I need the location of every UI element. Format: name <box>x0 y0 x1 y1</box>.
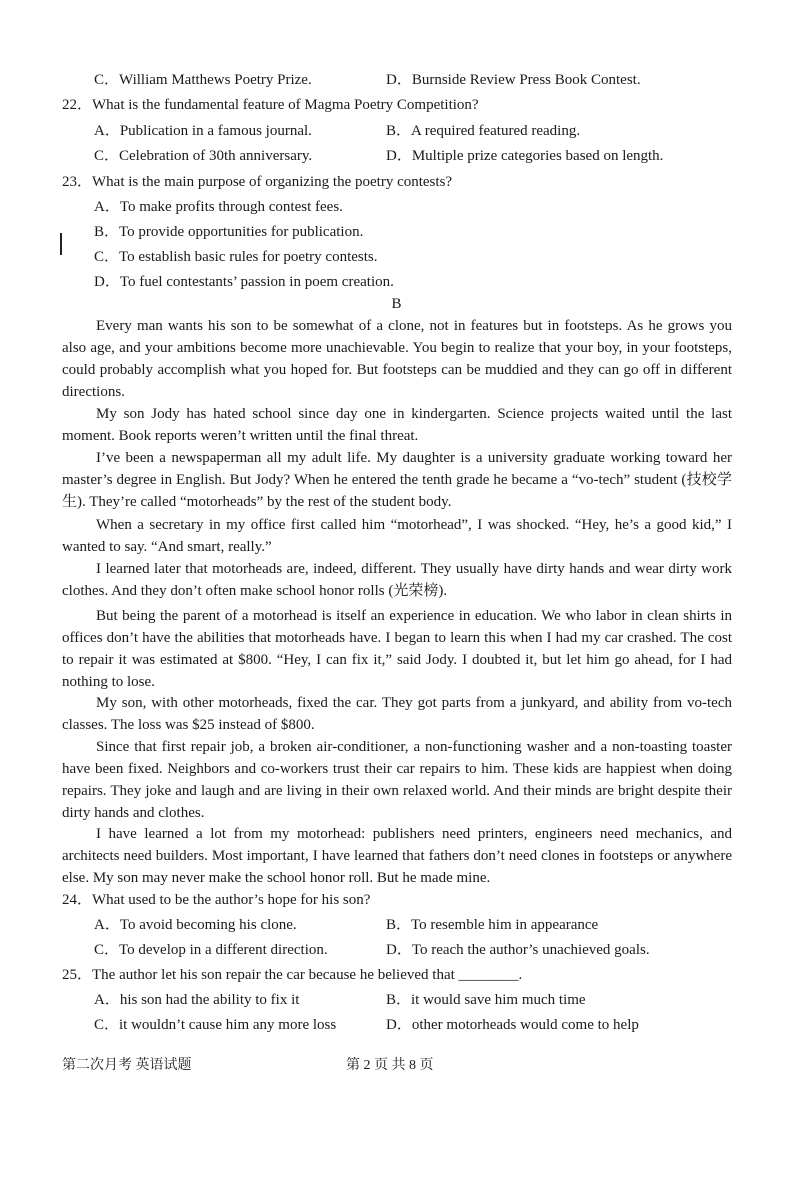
option-letter: B． <box>386 992 412 1008</box>
q24-option-c <box>94 940 328 960</box>
option-text: To reach the author’s unachieved goals. <box>411 942 650 958</box>
q23-stem <box>62 172 452 192</box>
passage-paragraph-9: I have learned a lot from my motorhead: publishers need printers, engineers need mechanics, and architects need builders. Most important, I have learned that fathers don’t need clones in footsteps or anywhere else. My son may never make the school honor roll. But he made mine. <box>62 826 732 886</box>
q24-option-b <box>386 915 598 935</box>
option-letter: B． <box>94 224 120 240</box>
option-text: William Matthews Poetry Prize. <box>119 72 312 88</box>
footer-page-number: 第 2 页 共 8 页 <box>346 1058 434 1073</box>
q25-option-c <box>94 1015 336 1035</box>
option-letter: C． <box>94 72 120 88</box>
q23-option-a <box>94 197 343 217</box>
option-letter: A． <box>94 199 120 215</box>
option-text: it wouldn’t cause him any more loss <box>119 1017 337 1033</box>
option-text: To make profits through contest fees. <box>119 199 343 215</box>
option-letter: A． <box>94 917 120 933</box>
q24-option-d <box>386 940 650 960</box>
question-number: 22． <box>62 97 93 113</box>
q23-option-d <box>94 272 394 292</box>
passage-paragraph-1: Every man wants his son to be somewhat of a clone, not in features but in footsteps. As he grows you also age, and your ambitions become more unachievable. You begin to realize that your boy, in your footsteps, could probably accomplish what you hoped for. But footsteps can be muddied and they can go off in different directions. <box>62 318 732 400</box>
option-letter: B． <box>386 917 412 933</box>
option-letter: D． <box>386 1017 412 1033</box>
option-text: Publication in a famous journal. <box>119 123 312 139</box>
option-letter: D． <box>94 274 120 290</box>
option-text: Multiple prize categories based on length. <box>411 148 664 164</box>
question-text: What is the main purpose of organizing the poetry contests? <box>92 174 453 190</box>
option-letter: C． <box>94 148 120 164</box>
option-text: To provide opportunities for publication. <box>119 224 364 240</box>
question-number: 25． <box>62 967 93 983</box>
section-heading: B <box>391 296 402 312</box>
q25-option-d <box>386 1015 639 1035</box>
option-text: To fuel contestants’ passion in poem creation. <box>119 274 394 290</box>
question-text: What is the fundamental feature of Magma Poetry Competition? <box>92 97 479 113</box>
pen-mark <box>60 233 62 255</box>
q23-option-c <box>94 247 378 267</box>
q25-stem <box>62 965 522 985</box>
option-text: To resemble him in appearance <box>411 917 599 933</box>
option-text: his son had the ability to fix it <box>119 992 300 1008</box>
q24-option-a <box>94 915 297 935</box>
option-text: Burnside Review Press Book Contest. <box>411 72 641 88</box>
option-letter: D． <box>386 148 412 164</box>
option-letter: A． <box>94 992 120 1008</box>
passage-paragraph-6: But being the parent of a motorhead is itself an experience in education. We who labor in clean shirts in offices don’t have the abilities that motorheads have. I began to learn this when I had my car crashed. The cost to repair it was estimated at $800. “Hey, I can fix it,” said Jody. I doubted it, but let him go ahead, for I had nothing to lose. <box>62 608 732 690</box>
option-text: To develop in a different direction. <box>119 942 328 958</box>
passage-paragraph-3: I’ve been a newspaperman all my adult life. My daughter is a university graduate working toward her master’s degree in English. But Jody? When he entered the tenth grade he became a “vo-tech” student (技校学生). They’re called “motorheads” by the rest of the student body. <box>62 450 732 510</box>
option-letter: D． <box>386 942 412 958</box>
q25-option-b <box>386 990 586 1010</box>
q23-option-b <box>94 222 363 242</box>
option-text: To avoid becoming his clone. <box>119 917 297 933</box>
option-text: it would save him much time <box>411 992 586 1008</box>
passage-paragraph-4: When a secretary in my office first called him “motorhead”, I was shocked. “Hey, he’s a good kid,” I wanted to say. “And smart, really.” <box>62 517 732 555</box>
option-letter: C． <box>94 1017 120 1033</box>
option-text: To establish basic rules for poetry contests. <box>119 249 378 265</box>
option-text: other motorheads would come to help <box>411 1017 639 1033</box>
question-text: What used to be the author’s hope for his son? <box>92 892 371 908</box>
q22-option-b <box>386 121 580 141</box>
q21-option-c <box>94 70 312 90</box>
question-number: 23． <box>62 174 93 190</box>
q22-option-c <box>94 146 312 166</box>
option-letter: C． <box>94 249 120 265</box>
question-text: The author let his son repair the car because he believed that ________. <box>92 967 523 983</box>
passage-paragraph-2: My son Jody has hated school since day one in kindergarten. Science projects waited until the last moment. Book reports weren’t written until the final threat. <box>62 406 732 444</box>
passage-paragraph-5: I learned later that motorheads are, indeed, different. They usually have dirty hands and wear dirty work clothes. And they don’t often make school honor rolls (光荣榜). <box>62 561 732 599</box>
footer-exam-title: 第二次月考 英语试题 <box>62 1058 192 1073</box>
question-number: 24． <box>62 892 93 908</box>
q25-option-a <box>94 990 299 1010</box>
passage-paragraph-8: Since that first repair job, a broken air-conditioner, a non-functioning washer and a non-toasting toaster have been fixed. Neighbors and co-workers trust their car repairs to him. These kids are happiest when doing repairs. They joke and laugh and are living in their own relaxed world. And their minds are bright despite their dirty hands and clothes. <box>62 739 732 821</box>
option-text: Celebration of 30th anniversary. <box>119 148 313 164</box>
option-letter: C． <box>94 942 120 958</box>
passage-paragraph-7: My son, with other motorheads, fixed the car. They got parts from a junkyard, and ability from vo-tech classes. The loss was $25 instead of $800. <box>62 695 732 733</box>
q24-stem <box>62 890 370 910</box>
option-letter: D． <box>386 72 412 88</box>
option-letter: B． <box>386 123 412 139</box>
q22-stem <box>62 95 479 115</box>
q22-option-d <box>386 146 663 166</box>
option-text: A required featured reading. <box>411 123 581 139</box>
option-letter: A． <box>94 123 120 139</box>
q21-option-d <box>386 70 641 90</box>
q22-option-a <box>94 121 312 141</box>
